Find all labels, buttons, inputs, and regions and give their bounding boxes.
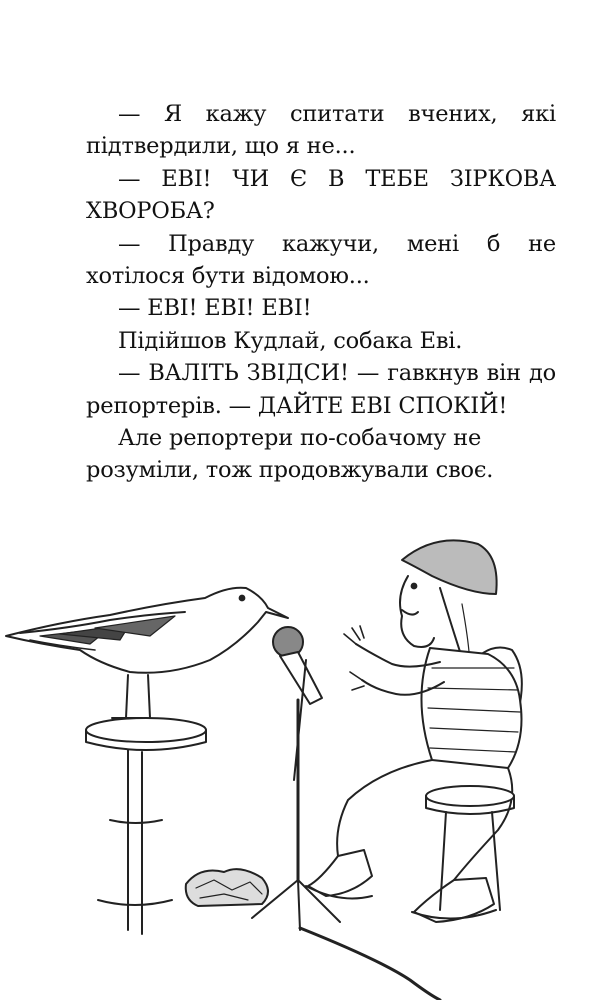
seagull-drawing xyxy=(6,588,288,720)
paragraph-1: — Я кажу спитати вчених, які підтвердили, що я не... xyxy=(86,101,556,160)
left-stool xyxy=(86,718,206,934)
paper-pile-drawing xyxy=(186,869,268,906)
paragraph-3: — Правду кажучи, мені б не хотілося бути відомою... xyxy=(86,230,556,290)
paragraph-4: — ЕВІ! ЕВІ! ЕВІ! xyxy=(118,295,312,322)
paragraph-6: — ВАЛІТЬ ЗВІДСИ! — гавкнув він до репортерів. — ДАЙТЕ ЕВІ СПОКІЙ! xyxy=(86,360,556,419)
paragraph-2: — ЕВІ! ЧИ Є В ТЕБЕ ЗІРКОВА ХВОРОБА? xyxy=(86,165,556,225)
paragraph-5: Підійшов Кудлай, собака Еві. xyxy=(118,327,463,354)
body-text xyxy=(86,98,556,487)
paragraph-7: Але репортери по-собачому не розуміли, тож продовжували своє. xyxy=(86,425,494,484)
girl-drawing xyxy=(306,540,522,922)
microphone-drawing xyxy=(252,627,440,1000)
illustration xyxy=(0,520,614,1000)
